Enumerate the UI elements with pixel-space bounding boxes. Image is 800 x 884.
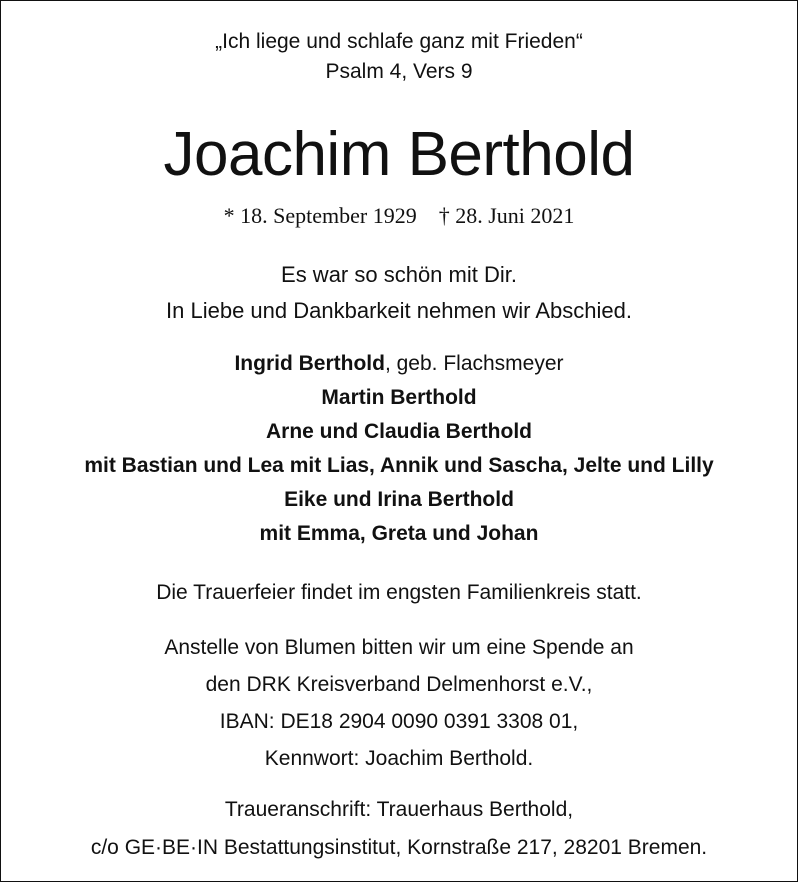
life-dates [1, 199, 797, 233]
farewell-line: In Liebe und Dankbarkeit nehmen wir Abschied. [166, 298, 632, 323]
address-line: c/o GE·BE·IN Bestattungsinstitut, Kornstraße 217, 28201 Bremen. [90, 836, 708, 859]
birth-date: * 18. September 1929 [223, 203, 417, 228]
farewell-line: Es war so schön mit Dir. [281, 262, 517, 287]
donation-request [1, 629, 797, 777]
mourning-address [1, 791, 797, 867]
mourner-line [1, 347, 797, 381]
psalm-quote [1, 27, 797, 87]
death-date: † 28. Juni 2021 [438, 203, 575, 228]
donation-line: Kennwort: Joachim Berthold. [264, 747, 534, 770]
mourner-line: Arne und Claudia Berthold [265, 420, 532, 443]
farewell-text [1, 257, 797, 329]
mourner-primary-name: Ingrid Berthold [234, 352, 385, 375]
mourner-line: mit Bastian und Lea mit Lias, Annik und Sascha, Jelte und Lilly [84, 454, 714, 477]
mourner-line: Eike und Irina Berthold [284, 488, 514, 511]
quote-source: Psalm 4, Vers 9 [325, 60, 473, 83]
mourners-list [1, 347, 797, 551]
donation-line: den DRK Kreisverband Delmenhorst e.V., [205, 673, 593, 696]
mourner-line: mit Emma, Greta und Johan [259, 522, 539, 545]
mourner-primary-suffix: , geb. Flachsmeyer [384, 352, 564, 375]
quote-text: „Ich liege und schlafe ganz mit Frieden“ [215, 30, 583, 53]
donation-line: Anstelle von Blumen bitten wir um eine Spende an [164, 636, 634, 659]
ceremony-note: Die Trauerfeier findet im engsten Familienkreis statt. [156, 581, 642, 604]
mourner-line: Martin Berthold [321, 386, 477, 409]
address-line: Traueranschrift: Trauerhaus Berthold, [224, 798, 574, 821]
donation-line: IBAN: DE18 2904 0090 0391 3308 01, [219, 710, 579, 733]
deceased-name: Joachim Berthold [163, 120, 635, 189]
